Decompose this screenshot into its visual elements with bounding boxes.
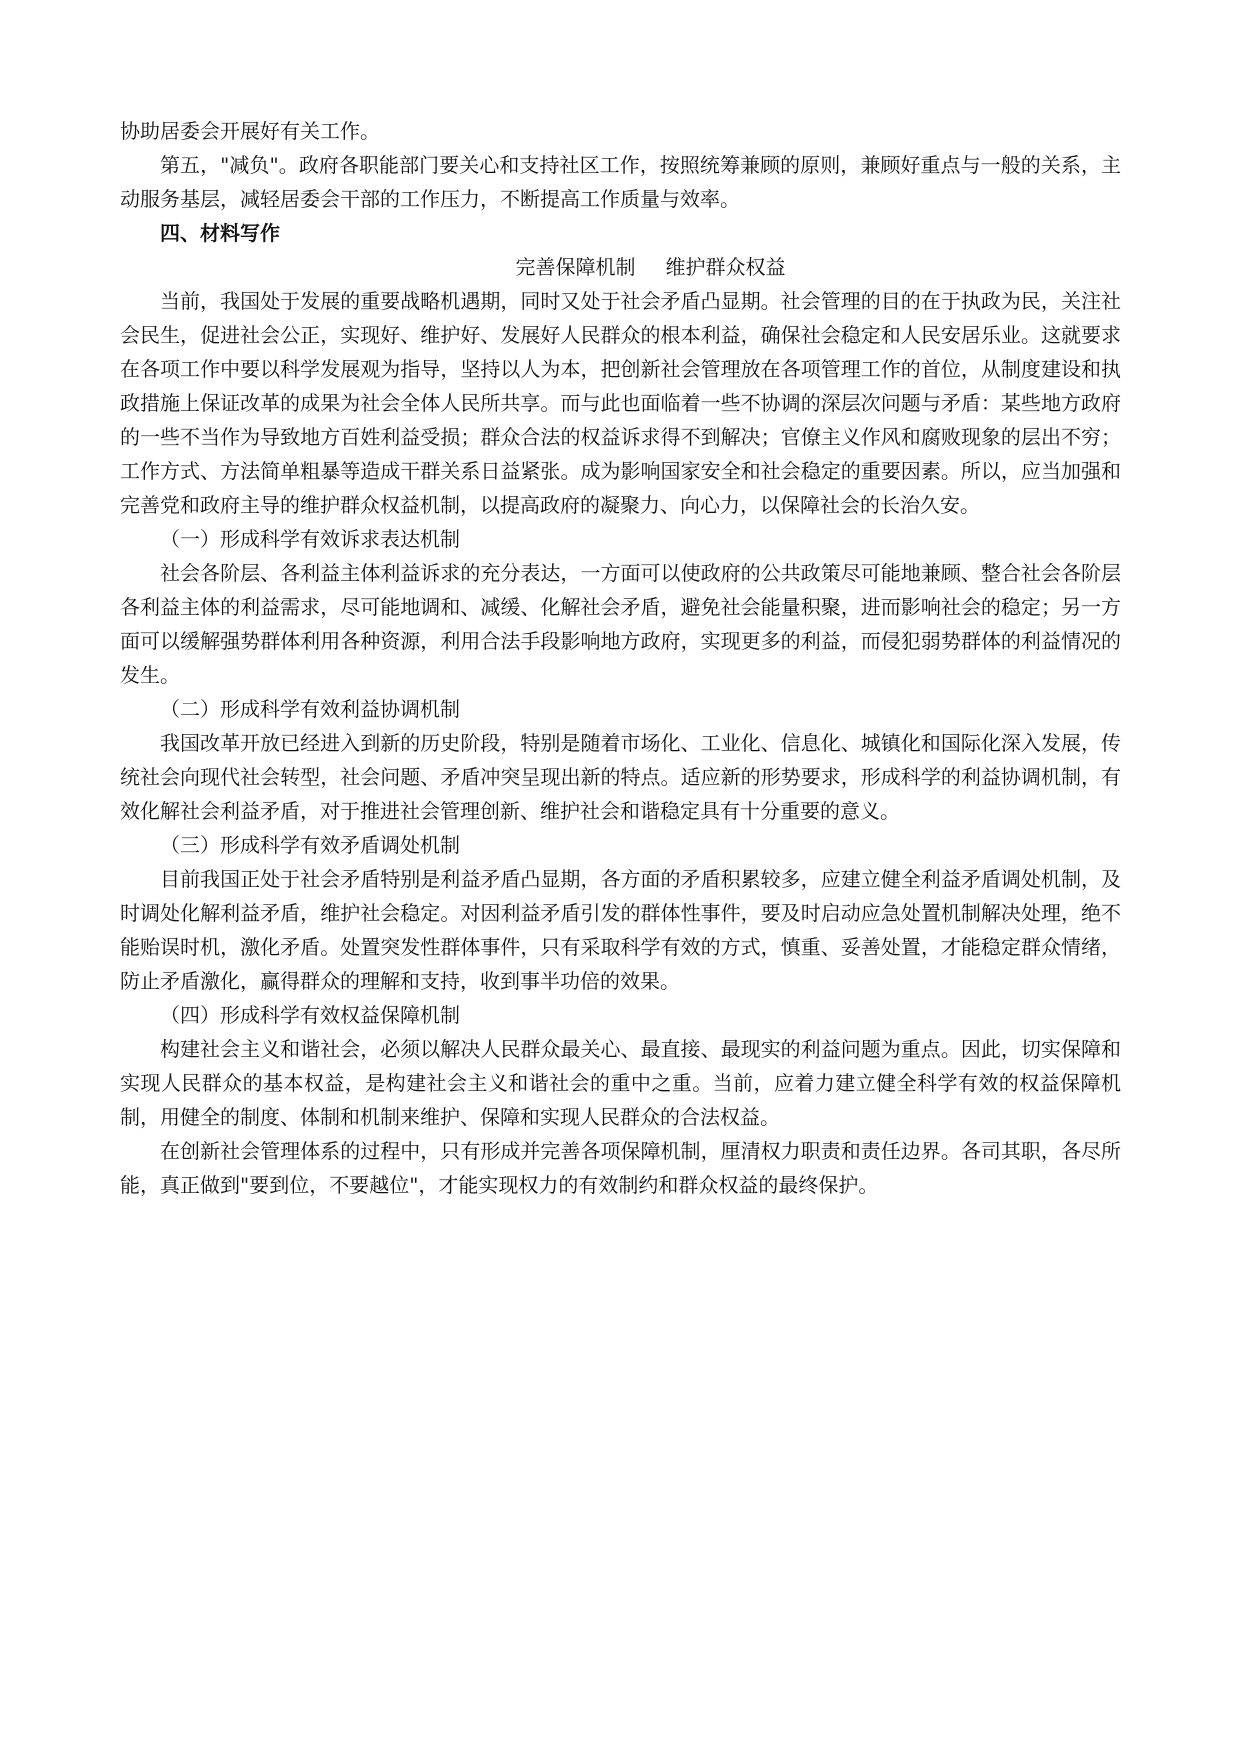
article-title: [120, 250, 1121, 284]
subheading-1: （一）形成科学有效诉求表达机制: [160, 527, 460, 551]
article-title-part1: 完善保障机制: [515, 255, 636, 279]
subsection-2-body: 我国改革开放已经进入到新的历史阶段，特别是随着市场化、工业化、信息化、城镇化和国际化深入发展，传统社会向现代社会转型，社会问题、矛盾冲突呈现出新的特点。适应新的形势要求，形成科学的利益协调机制，有效化解社会利益矛盾，对于推进社会管理创新、维护社会和谐稳定具有十分重要的意义。: [120, 731, 1121, 823]
paragraph-fifth: 第五，"减负"。政府各职能部门要关心和支持社区工作，按照统筹兼顾的原则，兼顾好重点与一般的关系，主动服务基层，减轻居委会干部的工作压力，不断提高工作质量与效率。: [120, 153, 1121, 211]
article-title-part2: 维护群众权益: [665, 255, 786, 279]
subheading-2: （二）形成科学有效利益协调机制: [160, 697, 460, 721]
section-heading: 四、材料写作: [160, 221, 280, 245]
intro-paragraph: 当前，我国处于发展的重要战略机遇期，同时又处于社会矛盾凸显期。社会管理的目的在于执政为民，关注社会民生，促进社会公正，实现好、维护好、发展好人民群众的根本利益，确保社会稳定和人民安居乐业。这就要求在各项工作中要以科学发展观为指导，坚持以人为本，把创新社会管理放在各项管理工作的首位，从制度建设和执政措施上保证改革的成果为社会全体人民所共享。而与此也面临着一些不协调的深层次问题与矛盾：某些地方政府的一些不当作为导致地方百姓利益受损；群众合法的权益诉求得不到解决；官僚主义作风和腐败现象的层出不穷；工作方式、方法简单粗暴等造成干群关系日益紧张。成为影响国家安全和社会稳定的重要因素。所以，应当加强和完善党和政府主导的维护群众权益机制，以提高政府的凝聚力、向心力，以保障社会的长治久安。: [120, 289, 1121, 517]
document-body: [120, 114, 1121, 1202]
continuation-paragraph: 协助居委会开展好有关工作。: [120, 119, 380, 143]
subsection-4-body: 构建社会主义和谐社会，必须以解决人民群众最关心、最直接、最现实的利益问题为重点。因此，切实保障和实现人民群众的基本权益，是构建社会主义和谐社会的重中之重。当前，应着力建立健全科学有效的权益保障机制，用健全的制度、体制和机制来维护、保障和实现人民群众的合法权益。: [120, 1037, 1121, 1129]
subsection-1-body: 社会各阶层、各利益主体利益诉求的充分表达，一方面可以使政府的公共政策尽可能地兼顾、整合社会各阶层各利益主体的利益需求，尽可能地调和、减缓、化解社会矛盾，避免社会能量积聚，进而影响社会的稳定；另一方面可以缓解强势群体利用各种资源，利用合法手段影响地方政府，实现更多的利益，而侵犯弱势群体的利益情况的发生。: [120, 561, 1121, 687]
conclusion-paragraph: 在创新社会管理体系的过程中，只有形成并完善各项保障机制，厘清权力职责和责任边界。各司其职，各尽所能，真正做到"要到位，不要越位"，才能实现权力的有效制约和群众权益的最终保护。: [120, 1139, 1121, 1197]
subsection-3-body: 目前我国正处于社会矛盾特别是利益矛盾凸显期，各方面的矛盾积累较多，应建立健全利益矛盾调处机制，及时调处化解利益矛盾，维护社会稳定。对因利益矛盾引发的群体性事件，要及时启动应急处置机制解决处理，绝不能贻误时机，激化矛盾。处置突发性群体事件，只有采取科学有效的方式，慎重、妥善处置，才能稳定群众情绪，防止矛盾激化，赢得群众的理解和支持，收到事半功倍的效果。: [120, 867, 1121, 993]
subheading-3: （三）形成科学有效矛盾调处机制: [160, 833, 460, 857]
subheading-4: （四）形成科学有效权益保障机制: [160, 1003, 460, 1027]
